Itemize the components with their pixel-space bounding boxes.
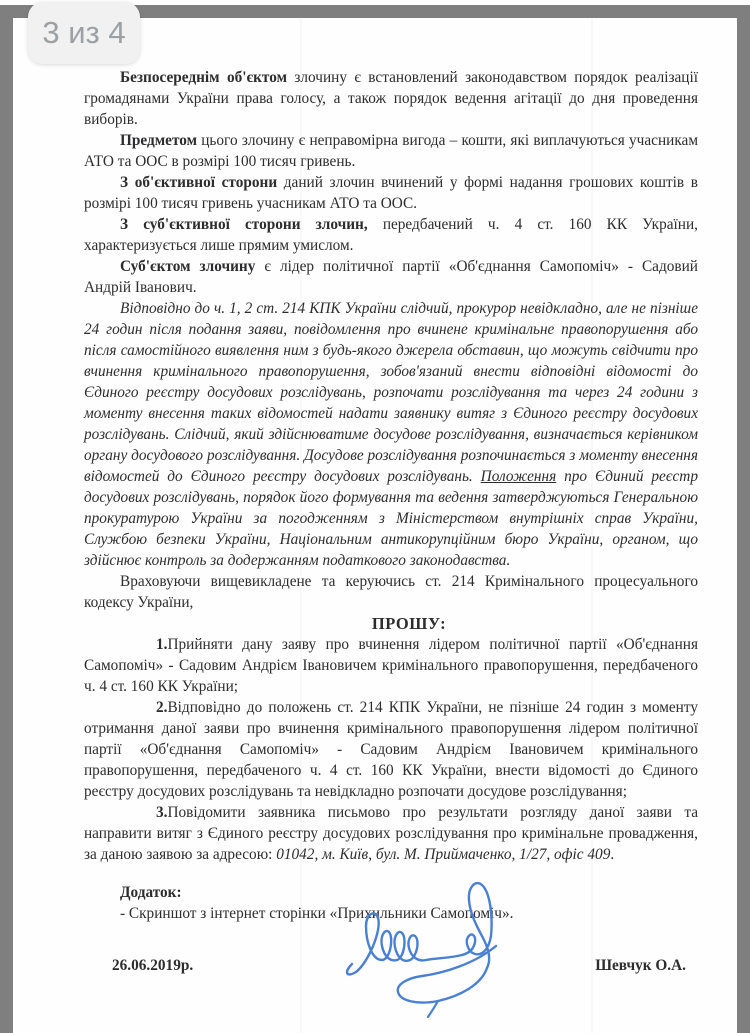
text-segment: Відповідно до ч. 1, 2 ст. 214 КПК України слідчий, прокурор невідкладно, але не пізніше 24 годин після подання заяви, повідомлення про вчинене кримінальне правопорушення або після самостійного виявлення ним з будь-якого джерела обставин, що можуть свідчити про вчинення кримінального правопорушення, зобов'язаний внести відповідні відомості до Єдиного реєстру досудових розслідувань, розпочати розслідування та через 24 години з моменту внесення таких відомостей надати заявнику витяг з Єдиного реєстру досудових розслідувань. Слідчий, який здійснюватиме досудове розслідування, визначається керівником органу досудового розслідування. Досудове розслідування розпочинається з моменту внесення відомостей до Єдиного реєстру досудових розслідувань. — [84, 300, 698, 485]
text-segment: Прийняти дану заяву про вчинення лідером політичної партії «Об'єднання Самопоміч» - Садовим Андрієм Івановичем кримінального правопорушення, передбаченого ч. 4 ст. 160 КК України; — [84, 636, 698, 695]
text-segment: З об'єктивної сторони — [120, 174, 284, 191]
request-item — [84, 802, 698, 865]
paragraph — [84, 130, 698, 172]
text-segment: . — [610, 846, 615, 863]
text-segment: Враховуючи вищевикладене та керуючись ст. 214 Кримінального процесуального кодексу України, — [84, 573, 698, 611]
text-segment: Положення — [480, 468, 557, 485]
text-segment: даний злочин вчинений у формі надання грошових коштів в розмірі 100 тисяч гривень учасникам АТО та ООС. — [84, 174, 698, 212]
item-number: 1. — [156, 636, 168, 653]
text-segment: Предметом — [120, 132, 202, 149]
paragraph — [84, 298, 698, 571]
item-number: 2. — [156, 699, 168, 716]
paragraph — [84, 214, 698, 256]
appendix-line: - Скриншот з інтернет сторінки «Прихильники Самопоміч». — [120, 905, 514, 922]
page-counter-badge — [28, 2, 140, 64]
photo-frame-right — [737, 5, 750, 1033]
text-segment: злочину є встановлений законодавством порядок реалізації громадянами України права голосу, а також порядок ведення агітації до дня проведення виборів. — [84, 69, 698, 128]
item-number: 3. — [156, 804, 168, 821]
text-segment: Повідомити заявника письмово про результати розгляду даної заяви та направити витяг з Єдиного реєстру досудових розслідування про кримінальне провадження, за даною заявою за адресою: — [84, 804, 698, 863]
page-counter-label: 3 из 4 — [42, 15, 126, 50]
signature-scribble — [338, 868, 533, 1018]
request-item — [84, 697, 698, 802]
paragraph — [84, 172, 698, 214]
paragraph — [84, 67, 698, 130]
text-segment: є лідер політичної партії «Об'єднання Самопоміч» - Садовий Андрій Іванович. — [84, 258, 698, 296]
document-page — [84, 67, 698, 976]
text-segment: про Єдиний реєстр досудових розслідувань, порядок його формування та ведення затверджуються Генеральною прокуратурою України за погодженням з Міністерством внутрішніх справ України, Службою безпеки України, Національним антикорупційним бюро України, органом, що здійснює контроль за додержанням податкового законодавства. — [84, 468, 698, 569]
signatory-name: Шевчук О.А. — [595, 957, 686, 974]
text-segment: Безпосереднім об'єктом — [120, 69, 295, 86]
document-date: 26.06.2019р. — [112, 957, 194, 974]
request-items — [84, 634, 698, 865]
text-segment: 01042, м. Київ, бул. М. Приймаченко, 1/27, офіс 409 — [276, 846, 611, 863]
appendix-title: Додаток: — [120, 884, 182, 901]
request-item — [84, 634, 698, 697]
document-paragraphs — [84, 67, 698, 613]
paragraph — [84, 256, 698, 298]
text-segment: передбачений ч. 4 ст. 160 КК України, характеризується лише прямим умислом. — [84, 216, 698, 254]
text-segment: цього злочину є неправомірна вигода – кошти, які виплачуються учасникам АТО та ООС в розмірі 100 тисяч гривень. — [84, 132, 698, 170]
text-segment: З суб'єктивної сторони злочин, — [120, 216, 383, 233]
paragraph — [84, 571, 698, 613]
text-segment: Відповідно до положень ст. 214 КПК України, не пізніше 24 годин з моменту отримання даної заяви про вчинення кримінального правопорушення лідером політичної партії «Об'єднання Самопоміч» - Садовим Андрієм Івановичем кримінального правопорушення, передбаченого ч. 4 ст. 160 КК України, внести відомості до Єдиного реєстру досудових розслідувань та невідкладно розпочати досудове розслідування; — [84, 699, 698, 800]
photo-frame-left — [0, 5, 13, 1033]
request-heading: ПРОШУ: — [371, 614, 447, 633]
text-segment: Суб'єктом злочину — [120, 258, 265, 275]
